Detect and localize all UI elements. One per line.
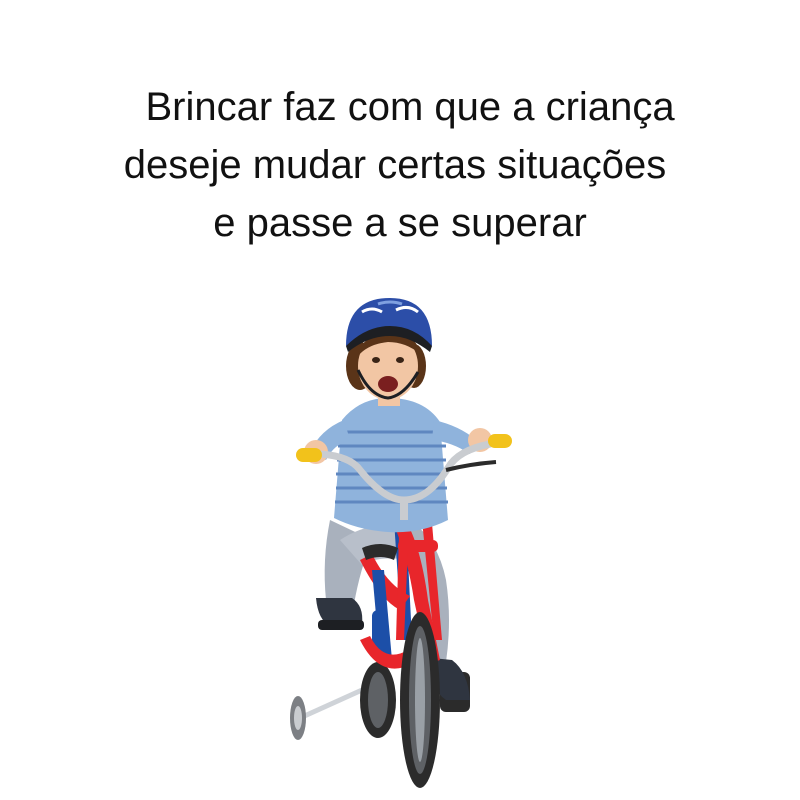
open-mouth xyxy=(378,376,398,392)
right-grip xyxy=(488,434,512,448)
front-wheel xyxy=(400,612,440,788)
quote-line-2: deseje mudar certas situações xyxy=(123,143,667,187)
rear-wheel xyxy=(360,662,396,738)
quote-line-3: e passe a se superar xyxy=(213,201,587,245)
quote-line-1: Brincar faz com que a criança xyxy=(145,85,675,129)
left-grip xyxy=(296,448,322,462)
training-wheel xyxy=(290,690,362,740)
